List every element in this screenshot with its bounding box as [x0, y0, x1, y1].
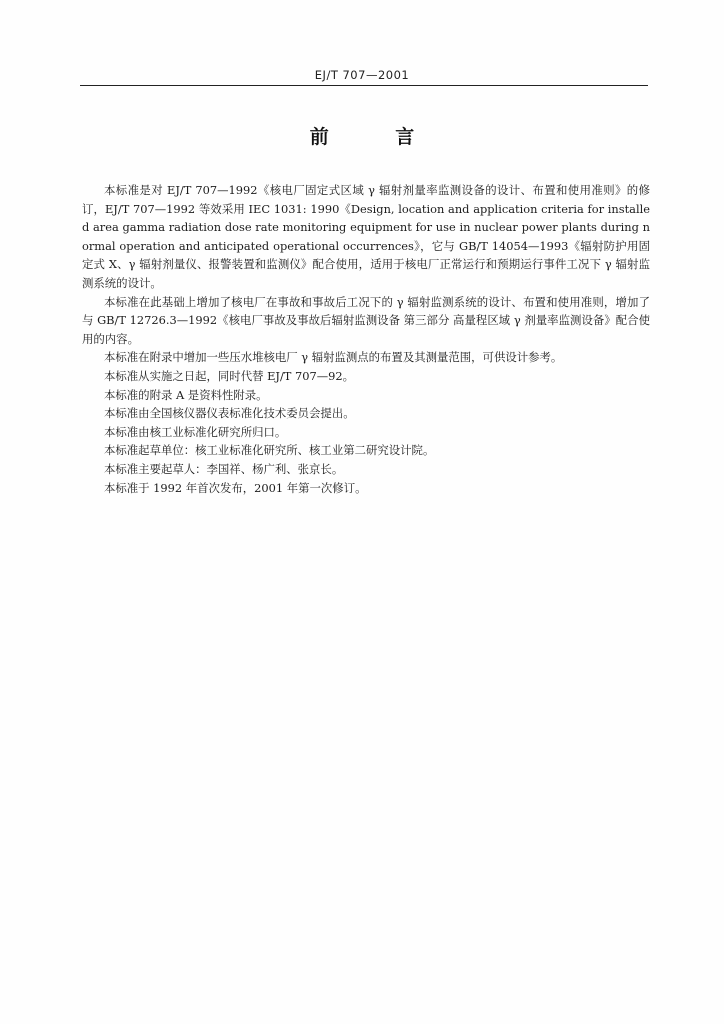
paragraph-appendix-informative: 本标准的附录 A 是资料性附录。 [104, 387, 268, 402]
foreword-body [82, 181, 650, 497]
paragraph-replacement: 本标准从实施之日起，同时代替 EJ/T 707—92。 [104, 368, 355, 383]
paragraph-revision-basis: 本标准是对 EJ/T 707—1992《核电厂固定式区域 γ 辐射剂量率监测设备的设计、布置和使用准则》的修订，EJ/T 707—1992 等效采用 IEC 1031: 1990《Design, location and application criteria for installed area gamma radiation dose rate monitoring equipment for use in nuclear power plants during normal operation and anticipated operational occurrences》，它与 GB/T 14054—1993《辐射防护用固定式 X、γ 辐射剂量仪、报警装置和监测仪》配合使用，适用于核电厂正常运行和预期运行事件工况下 γ 辐射监测系统的设计。 [82, 183, 650, 290]
section-title: 前 言 [309, 126, 445, 148]
paragraph-drafters: 本标准主要起草人：李国祥、杨广利、张京长。 [104, 461, 344, 476]
paragraph-proposed-by: 本标准由全国核仪器仪表标准化技术委员会提出。 [104, 406, 355, 421]
paragraph-appendix-note: 本标准在附录中增加一些压水堆核电厂 γ 辐射监测点的布置及其测量范围，可供设计参考。 [104, 350, 563, 365]
header-rule [80, 85, 648, 86]
paragraph-centralized-by: 本标准由核工业标准化研究所归口。 [104, 424, 287, 439]
document-code-header: EJ/T 707—2001 [314, 68, 410, 82]
paragraph-publication-history: 本标准于 1992 年首次发布，2001 年第一次修订。 [104, 480, 367, 495]
paragraph-accident-additions: 本标准在此基础上增加了核电厂在事故和事故后工况下的 γ 辐射监测系统的设计、布置和使用准则，增加了与 GB/T 12726.3—1992《核电厂事故及事故后辐射监测设备 第三部分 高量程区域 γ 剂量率监测设备》配合使用的内容。 [82, 294, 650, 346]
paragraph-drafting-units: 本标准起草单位：核工业标准化研究所、核工业第二研究设计院。 [104, 443, 435, 458]
